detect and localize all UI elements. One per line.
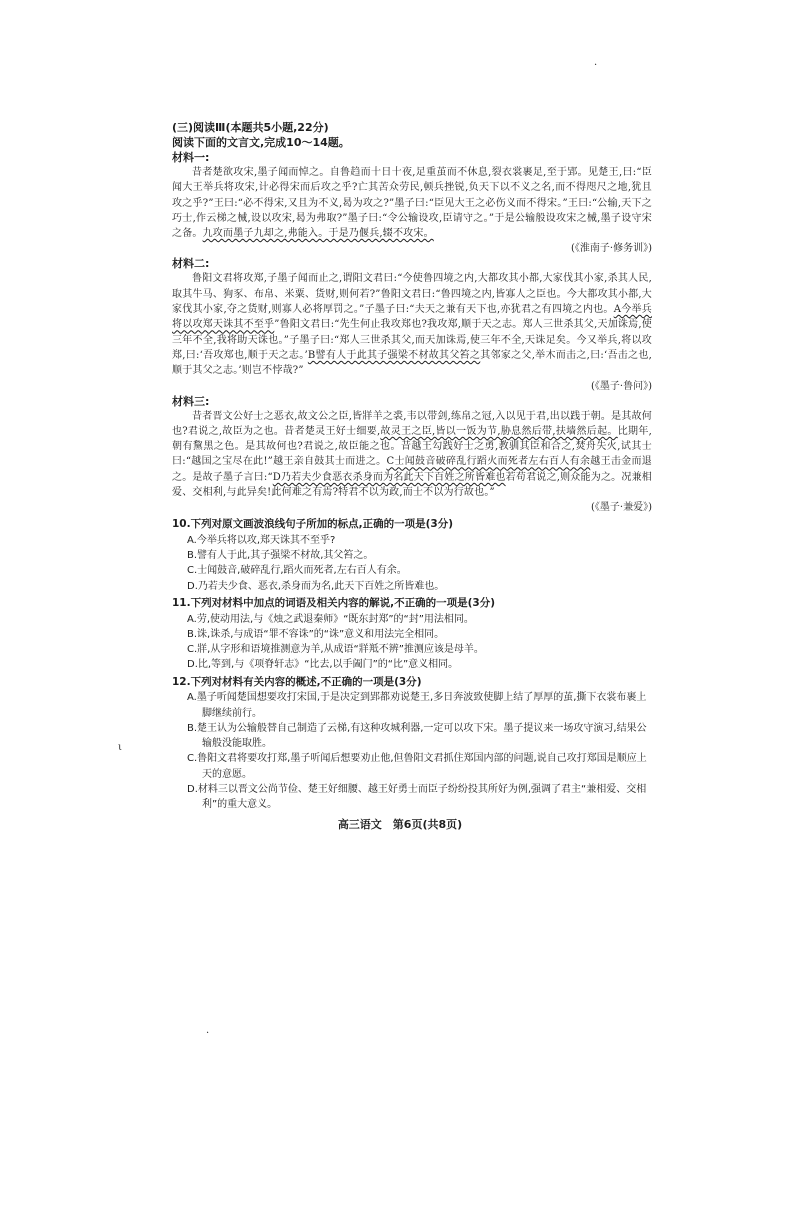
wavy-sentence-d: D乃若夫少食恶衣杀身而为名此天下百姓之所皆难也 (272, 471, 506, 483)
question-11-option-c: C.牂,从字形和语境推测意为羊,从成语“牂羝不辨”推测应该是母羊。 (187, 644, 484, 656)
underlined-sentence: 故灵王之臣,皆以一饭为节,胁息然后带,扶墙然后起。 (380, 425, 618, 437)
material-1-source: (《淮南子·修务训》) (571, 243, 652, 255)
instruction: 阅读下面的文言文,完成10～14题。 (172, 136, 350, 149)
scan-speck: · (594, 60, 598, 71)
wavy-sentence-a: A今举兵将以攻郑天诛其不至乎 (172, 304, 652, 331)
material-3-label: 材料三: (172, 394, 210, 408)
material-2-text: 鲁阳文君将攻郑,子墨子闻而止之,谓阳文君曰:“今使鲁四境之内,大都攻其小都,大家伐其小家,杀其人民,取其牛马、狗豕、布帛、米粟、货财,则何若?”鲁阳文君曰:“鲁四境之内,皆寡人之臣也。今大都攻其小都,大家伐其小家,夺之货财,则寡人必将厚罚之。”子墨子曰:“夫天之兼有天下也,亦犹君之有四境之内也。A今举兵将以攻郑天诛其不至乎”鲁阳文君曰:“先生何止我攻郑也?我攻郑,顺于天之志。郑人三世杀其父,天加诛焉,使三年不全,我将助天诛也。”子墨子曰:“郑人三世杀其父,而天加诛焉,使三年不全,天诛足矣。今又举兵,将以攻郑,曰:‘吾攻郑也,顺于天之志。’B譬有人于此其子强梁不材故其父笞之其邻家之父,举木而击之,曰:‘吾击之也,顺于其父之志。’则岂不悖哉?” (172, 273, 653, 377)
question-10-stem: 10.下列对原文画波浪线句子所加的标点,正确的一项是(3分) (172, 518, 453, 531)
question-12-option-d: D.材料三以晋文公尚节俭、楚王好细腰、越王好勇士而臣子纷纷投其所好为例,强调了君主“兼相爱、交相利”的重大意义。 (187, 784, 647, 811)
material-1-text: 昔者楚欲攻宋,墨子闻而悼之。自鲁趋而十日十夜,足重茧而不休息,裂衣裳裹足,至于郢。见楚王,曰:“臣闻大王举兵将攻宋,计必得宋而后攻之乎?亡其苦众劳民,顿兵挫锐,负天下以不义之名,而不得咫尺之地,犹且攻之乎?”王曰:“必不得宋,又且为不义,曷为攻之?”墨子曰:“臣见大王之必伤义而不得宋。”王曰:“公输,天下之巧士,作云梯之械,设以攻宋,曷为弗取?”墨子曰:“令公输设攻,臣请守之。”于是公输般设攻宋之械,墨子设守宋之备。九攻而墨子九却之,弗能入。于是乃偃兵,辍不攻宋。 (172, 167, 652, 240)
scan-speck: · (206, 1028, 210, 1039)
wavy-sentence-b: B譬有人于此其子强梁不材故其父笞之 (307, 349, 481, 361)
question-11-option-b: B.诛,诛杀,与成语“罪不容诛”的“诛”意义和用法完全相同。 (187, 628, 445, 640)
question-12-option-b: B.楚王认为公输般替自己制造了云梯,有这种攻城利器,一定可以攻下宋。墨子提议来一场攻守演习,结果公输般没能取胜。 (187, 722, 647, 750)
wavy-sentence: 九攻而墨子九却之,弗能入。于是乃偃兵,辍不攻宋。 (202, 228, 434, 240)
material-2-source: (《墨子·鲁问》) (591, 380, 652, 392)
material-2-label: 材料二: (172, 257, 210, 271)
question-10-option-b: B.譬有人于此,其子强梁不材故,其父笞之。 (187, 550, 374, 562)
material-3-text: 昔者晋文公好士之恶衣,故文公之臣,皆牂羊之裘,韦以带剑,练帛之冠,入以见于君,出以践于朝。是其故何也?君说之,故臣为之也。昔者楚灵王好士细要,故灵王之臣,皆以一饭为节,胁息然后带,扶墙然后起。比期年,朝有黧黑之色。是其故何也?君说之,故臣能之也。昔越王勾践好士之勇,教驯其臣和合之,焚舟失火,试其士曰:“越国之宝尽在此!”越王亲自鼓其士而进之。C士闻鼓音破碎乱行蹈火而死者左右百人有余越王击金而退之。是故子墨子言曰:“D乃若夫少食恶衣杀身而为名此天下百姓之所皆难也若苟君说之,则众能为之。况兼相爱、交相利,与此异矣!此何难之有焉?特君不以为政,而士不以为行故也。” (172, 410, 653, 499)
question-10-option-c: C.士闻鼓音,破碎乱行,蹈火而死者,左右百人有余。 (187, 565, 407, 577)
question-12-option-a: A.墨子听闻楚国想要攻打宋国,于是决定到郢都劝说楚王,多日奔波致使脚上结了厚厚的茧,撕下衣裳布裹上脚继续前行。 (187, 692, 647, 719)
reading-section (172, 120, 652, 813)
material-3-source: (《墨子·兼爱》) (591, 502, 652, 514)
question-11-stem: 11.下列对材料中加点的词语及相关内容的解说,不正确的一项是(3分) (172, 597, 495, 610)
question-12-stem: 12.下列对材料有关内容的概述,不正确的一项是(3分) (172, 675, 422, 688)
question-11-option-d: D.比,等到,与《项脊轩志》“比去,以手阖门”的“比”意义相同。 (187, 659, 459, 671)
question-11-option-a: A.劳,使动用法,与《烛之武退秦师》“既东封郑”的“封”用法相同。 (187, 613, 474, 625)
question-12-option-c: C.鲁阳文君将要攻打郑,墨子听闻后想要劝止他,但鲁阳文君抓住郑国内部的问题,说自己攻打郑国是顺应上天的意愿。 (187, 753, 647, 780)
question-10-option-d: D.乃若夫少食、恶衣,杀身而为名,此天下百姓之所皆难也。 (187, 580, 445, 592)
section-title: (三)阅读Ⅲ(本题共5小题,22分) (172, 121, 329, 134)
wavy-sentence-c: C士闻鼓音破碎乱行蹈火而死者左右百人有余 (386, 456, 591, 468)
material-1-label: 材料一: (172, 151, 210, 164)
question-10-option-a: A.今举兵将以攻,郑天诛其不至乎? (187, 534, 336, 546)
page-footer: 高三语文 第6页(共8页) (337, 818, 463, 831)
scan-mark: ι (118, 742, 122, 753)
